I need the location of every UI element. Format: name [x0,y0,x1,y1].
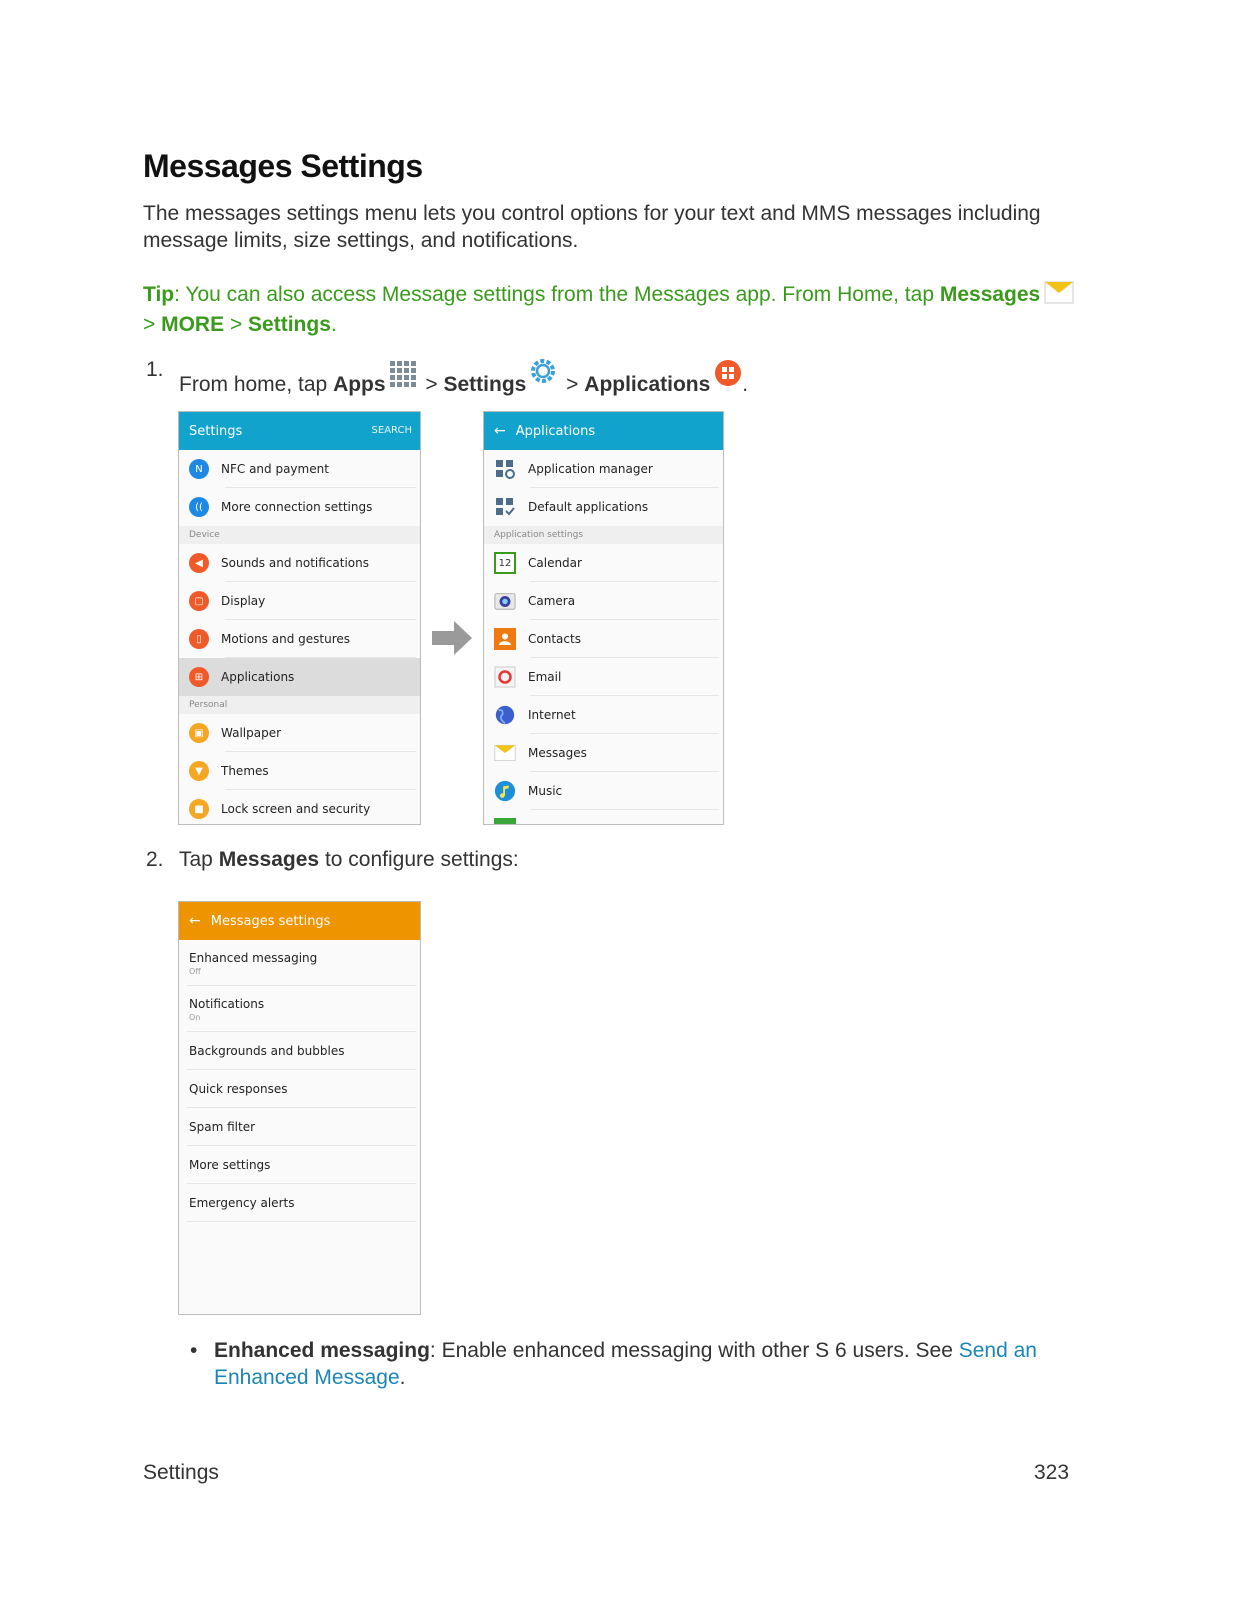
settings-gear-icon [529,357,557,392]
bullet-dot: • [190,1339,198,1362]
step-1 [146,357,1046,396]
settings-item-more-connection[interactable] [179,488,420,526]
app-item-contacts[interactable] [484,620,723,658]
step-1-number: 1. [146,358,164,381]
internet-icon [494,704,516,726]
settings-item-lock-screen[interactable] [179,790,420,825]
camera-icon [494,590,516,612]
app-item-label: Calendar [528,556,582,570]
step-1-pre: From home, tap [179,373,334,396]
tip-messages: Messages [939,283,1041,306]
setting-emergency-alerts[interactable] [179,1184,420,1222]
setting-label: Emergency alerts [189,1196,295,1210]
messages-settings-title: Messages settings [210,913,331,929]
app-item-application-manager[interactable] [484,450,723,488]
tip-more: MORE [161,313,225,336]
settings-screen-title: Settings [189,423,243,439]
setting-quick-responses[interactable] [179,1070,420,1108]
music-icon [494,780,516,802]
lock-icon: ■ [189,799,209,819]
settings-item-label: Lock screen and security [221,802,371,816]
applications-screen [483,411,724,825]
app-item-label: Music [528,784,563,798]
email-icon [494,666,516,688]
search-button[interactable]: SEARCH [371,425,412,436]
settings-item-sounds[interactable] [179,544,420,582]
settings-item-wallpaper[interactable] [179,714,420,752]
messages-envelope-icon [1044,279,1074,312]
app-item-music[interactable] [484,772,723,810]
settings-item-label: Display [221,594,266,608]
settings-item-label: Themes [221,764,269,778]
setting-label: Quick responses [189,1082,288,1096]
apps-grid-icon [388,359,418,396]
settings-item-label: More connection settings [221,500,373,514]
step-1-text [179,357,748,398]
calendar-icon-date: 12 [498,557,512,569]
section-header-application-settings: Application settings [484,526,723,544]
default-apps-icon [494,496,516,518]
setting-spam-filter[interactable] [179,1108,420,1146]
app-item-messages[interactable] [484,734,723,772]
right-arrow-icon [430,618,474,663]
tip-end: . [330,313,337,336]
setting-notifications[interactable] [179,986,420,1032]
settings-item-label: Motions and gestures [221,632,351,646]
tip-label: Tip [143,283,175,306]
green-app-icon [494,818,516,825]
motion-icon: ▯ [189,629,209,649]
step-1-apps: Apps [333,373,386,396]
settings-item-nfc[interactable] [179,450,420,488]
footer-section: Settings [143,1461,219,1484]
setting-more-settings[interactable] [179,1146,420,1184]
messages-icon [494,742,516,764]
send-enhanced-message-link[interactable]: Send an Enhanced Message [214,1339,1037,1389]
setting-label: More settings [189,1158,271,1172]
app-item-label: Default applications [528,500,649,514]
page-number: 323 [1034,1461,1070,1484]
step-1-sep1: > [419,373,444,396]
app-item-email[interactable] [484,658,723,696]
setting-label: Spam filter [189,1120,256,1134]
tip-sep2: > [224,313,249,336]
back-arrow-icon[interactable]: ← [189,913,201,929]
settings-item-label: Sounds and notifications [221,556,369,570]
app-item-label: Messages [528,746,587,760]
nfc-icon: N [189,459,209,479]
calendar-icon [494,552,516,574]
setting-status: Off [189,966,201,976]
app-item-label: Internet [528,708,576,722]
step-2 [146,847,746,877]
bullet-end: . [399,1366,406,1389]
themes-icon: ▼ [189,761,209,781]
settings-item-motions[interactable] [179,620,420,658]
setting-backgrounds-bubbles[interactable] [179,1032,420,1070]
step-1-settings: Settings [443,373,527,396]
setting-label: Enhanced messaging [189,950,318,965]
applications-screen-title: Applications [515,423,596,439]
step-2-text [179,847,519,873]
bullet-term: Enhanced messaging [214,1339,430,1362]
app-item-calendar[interactable] [484,544,723,582]
messages-settings-app-bar [179,902,420,940]
setting-label: Backgrounds and bubbles [189,1044,345,1058]
settings-item-label: NFC and payment [221,462,329,476]
app-item-label: Email [528,670,562,684]
intro-paragraph: The messages settings menu lets you control options for your text and MMS messages including message limits, size settings, and notifications. [143,202,1041,252]
setting-label: Notifications [189,996,265,1011]
page-title: Messages Settings [143,148,423,184]
step-1-applications: Applications [584,373,711,396]
applications-icon: ⊞ [189,667,209,687]
connection-icon: (( [189,497,209,517]
settings-item-themes[interactable] [179,752,420,790]
settings-item-label: Applications [221,670,295,684]
settings-item-applications[interactable] [179,658,420,696]
settings-app-bar [179,412,420,450]
step-2-pre: Tap [179,848,219,871]
settings-item-label: Wallpaper [221,726,282,740]
app-item-label: Contacts [528,632,581,646]
app-item-internet[interactable] [484,696,723,734]
setting-status: On [189,1012,201,1022]
app-item-partial [484,810,723,825]
app-item-default-applications[interactable] [484,488,723,526]
app-item-camera[interactable] [484,582,723,620]
tip-sep1: > [143,313,162,336]
bullet-description: : Enable enhanced messaging with other S 6 users. See [429,1339,959,1362]
sound-icon: ◀ [189,553,209,573]
section-header-device: Device [179,526,420,544]
step-2-post: to configure settings: [319,848,519,871]
step-2-number: 2. [146,848,164,871]
bullet-text [214,1337,1064,1391]
applications-app-bar [484,412,723,450]
tip-text: : You can also access Message settings from the Messages app. From Home, tap [174,283,940,306]
step-2-messages: Messages [218,848,320,871]
messages-settings-screen [178,901,421,1315]
step-1-end: . [742,373,749,396]
wallpaper-icon: ▣ [189,723,209,743]
section-header-personal: Personal [179,696,420,714]
step-1-sep2: > [560,373,585,396]
back-arrow-icon[interactable]: ← [494,423,506,439]
applications-icon [714,359,742,394]
display-icon: ▢ [189,591,209,611]
tip-paragraph [143,279,1088,338]
settings-screen [178,411,421,825]
tip-settings: Settings [248,313,331,336]
setting-enhanced-messaging[interactable] [179,940,420,986]
app-item-label: Application manager [528,462,653,476]
app-item-label: Camera [528,594,576,608]
contacts-icon [494,628,516,650]
app-manager-icon [494,458,516,480]
settings-item-display[interactable] [179,582,420,620]
